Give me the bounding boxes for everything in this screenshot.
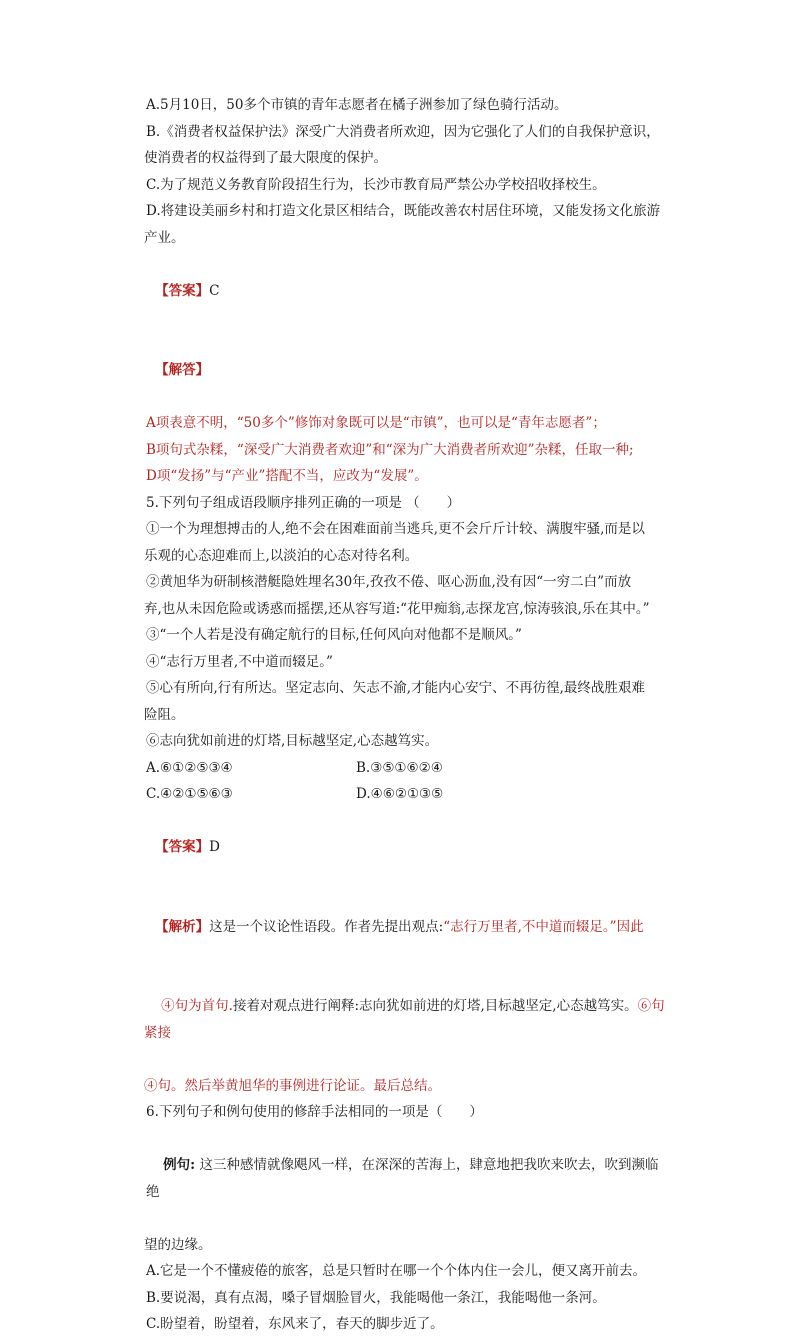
q5-sentence-2b: 弃,也从未因危险或诱惑而摇摆,还从容写道:“花甲痴翁,志探龙宫,惊涛骇浪,乐在其中。”	[144, 600, 650, 617]
q5-options-row-2	[146, 781, 666, 808]
q4-option-b-line2: 使消费者的权益得到了最大限度的保护。	[144, 150, 387, 166]
q5-sentence-1a: ①一个为理想搏击的人,绝不会在困难面前当逃兵,更不会斤斤计较、满腹牢骚,而是以	[146, 521, 645, 537]
q5-sentence-5b: 险阻。	[144, 706, 185, 723]
q5-answer	[138, 808, 666, 888]
answer-tag: 【答案】	[155, 282, 210, 299]
q4-explain-heading	[138, 331, 666, 411]
answer-tag: 【答案】	[155, 839, 210, 855]
q5-sentence-3: ③“一个人若是没有确定航行的目标,任何风向对他都不是顺风。”	[146, 627, 522, 643]
q4-explain-line-b: B项句式杂糅，“深受广大消费者欢迎”和“深为广大消费者所欢迎”杂糅，任取一种;	[146, 441, 634, 458]
q6-option-a: A.它是一个不懂疲倦的旅客，总是只暂时在哪一个个体内住一会儿，便又离开前去。	[146, 1263, 647, 1279]
example-tag: 例句:	[163, 1157, 196, 1173]
q5-option-c: C.④②①⑤⑥③	[146, 786, 233, 802]
analysis-text-red: ④句为首句.	[161, 998, 233, 1014]
q4-option-c: C.为了规范义务教育阶段招生行为，长沙市教育局严禁公办学校招收择校生。	[146, 176, 606, 193]
q5-options-row-1	[146, 755, 666, 782]
q6-stem: 6.下列句子和例句使用的修辞手法相同的一项是（ ）	[146, 1104, 483, 1120]
q5-sentence-5a: ⑤心有所向,行有所达。坚定志向、矢志不渝,才能内心安宁、不再彷徨,最终战胜艰难	[146, 680, 645, 696]
q5-analysis-line-2	[144, 967, 666, 1073]
q5-sentence-4: ④“志行万里者,不中道而辍足。”	[146, 653, 333, 670]
q5-sentence-1b: 乐观的心态迎难而上,以淡泊的心态对待名利。	[144, 547, 419, 564]
analysis-text-black: 接着对观点进行阐释:志向犹如前进的灯塔,目标越坚定,心态越笃实。	[232, 998, 638, 1014]
q5-stem: 5.下列句子组成语段顺序排列正确的一项是 （ ）	[146, 494, 461, 511]
example-text: 这三种感情就像飓风一样，在深深的苦海上，肆意地把我吹来吹去，吹到濒临绝	[146, 1157, 659, 1200]
q5-option-d: D.④⑥②①③⑤	[356, 786, 444, 802]
analysis-text-red: “志行万里者,不中道而辍足。”因此	[443, 918, 644, 935]
q4-option-d-line2: 产业。	[144, 229, 185, 246]
answer-value: C	[209, 282, 220, 299]
analysis-text-black: 这是一个议论性语段。作者先提出观点:	[209, 918, 444, 935]
explain-tag: 【解答】	[155, 362, 210, 378]
q5-analysis-line-3: ④句。然后举黄旭华的事例进行论证。最后总结。	[144, 1077, 441, 1094]
answer-value: D	[209, 839, 220, 855]
q5-option-a: A.⑥①②⑤③④	[146, 759, 233, 776]
q4-explain-line-d: D项“发扬”与“产业”搭配不当，应改为“发展”。	[146, 468, 428, 484]
q5-sentence-6: ⑥志向犹如前进的灯塔,目标越坚定,心态越笃实。	[146, 733, 439, 749]
analysis-tag: 【解析】	[155, 918, 210, 935]
q5-sentence-2a: ②黄旭华为研制核潜艇隐姓埋名30年,孜孜不倦、呕心沥血,没有因“一穷二白”而放	[146, 574, 632, 590]
q6-example-line-2: 望的边缘。	[144, 1236, 212, 1253]
q6-option-c: C.盼望着，盼望着，东风来了，春天的脚步近了。	[146, 1316, 444, 1332]
q6-option-b: B.要说渴，真有点渴，嗓子冒烟脸冒火，我能喝他一条江，我能喝他一条河。	[146, 1289, 606, 1306]
q5-analysis-line-1	[138, 887, 666, 967]
q4-explain-line-a: A项表意不明，“50多个”修饰对象既可以是“市镇”，也可以是“青年志愿者”；	[146, 415, 606, 431]
q4-option-d-line1: D.将建设美丽乡村和打造文化景区相结合，既能改善农村居住环境，又能发扬文化旅游	[146, 203, 661, 219]
analysis-text-red: ⑥句紧接	[144, 998, 665, 1041]
q4-option-a: A.5月10日，50多个市镇的青年志愿者在橘子洲参加了绿色骑行活动。	[146, 97, 568, 113]
q5-option-b: B.③⑤①⑥②④	[356, 759, 443, 776]
q4-option-b-line1: B.《消费者权益保护法》深受广大消费者所欢迎，因为它强化了人们的自我保护意识，	[146, 123, 660, 140]
document-page	[146, 92, 666, 1338]
q4-answer	[138, 251, 666, 331]
q6-example-line-1	[146, 1126, 666, 1232]
